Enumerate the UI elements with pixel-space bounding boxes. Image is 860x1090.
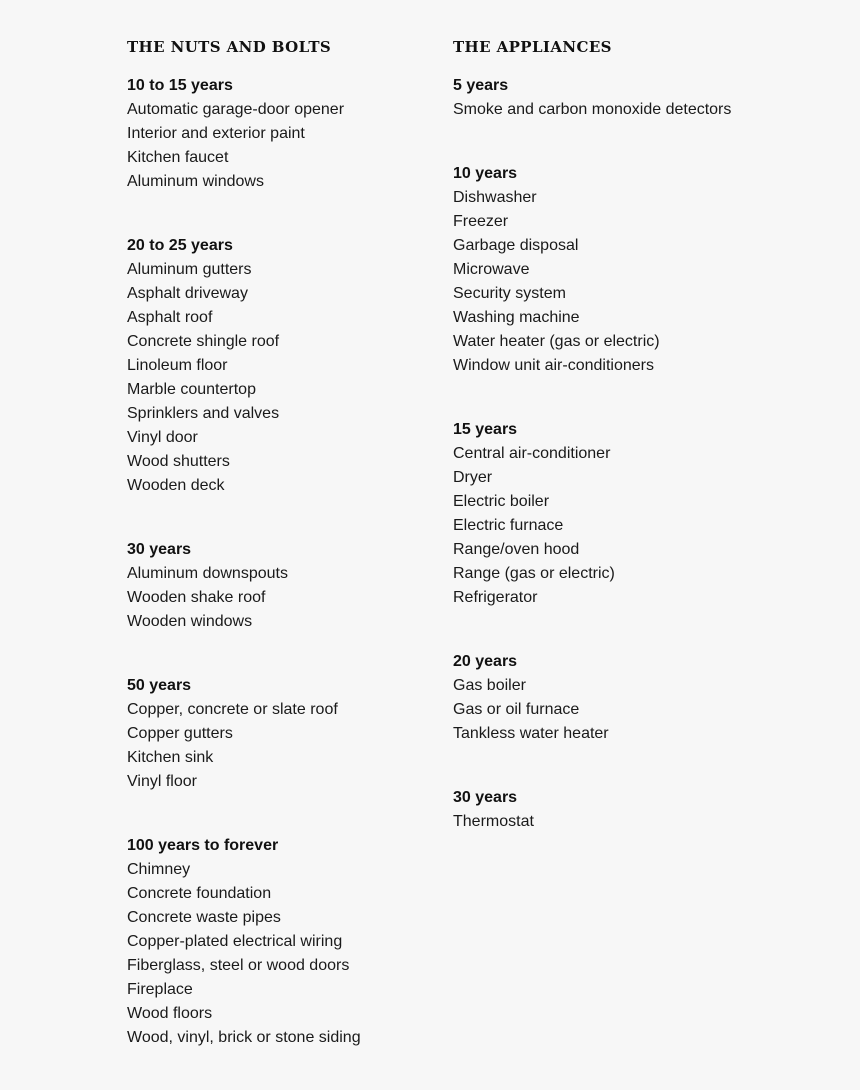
lifespan-item-list bbox=[127, 258, 437, 498]
lifespan-group-title: 15 years bbox=[453, 421, 518, 438]
lifespan-list-item: Fireplace bbox=[127, 981, 193, 998]
lifespan-list-item: Copper, concrete or slate roof bbox=[127, 701, 338, 718]
lifespan-list-item: Automatic garage-door opener bbox=[127, 101, 345, 118]
lifespan-group-50-years bbox=[127, 674, 437, 794]
lifespan-item-list bbox=[453, 674, 833, 746]
lifespan-list-item: Kitchen faucet bbox=[127, 149, 229, 166]
lifespan-group-title: 50 years bbox=[127, 677, 192, 694]
lifespan-item-list bbox=[453, 442, 833, 610]
lifespan-group-10-years bbox=[453, 162, 833, 378]
lifespan-list-item: Copper-plated electrical wiring bbox=[127, 933, 343, 950]
nuts-and-bolts-heading: THE NUTS AND BOLTS bbox=[127, 38, 332, 56]
lifespan-list-item: Water heater (gas or electric) bbox=[453, 333, 660, 350]
lifespan-list-item: Security system bbox=[453, 285, 566, 302]
lifespan-list-item: Garbage disposal bbox=[453, 237, 579, 254]
lifespan-list-item: Central air-conditioner bbox=[453, 445, 611, 462]
lifespan-list-item: Dishwasher bbox=[453, 189, 537, 206]
lifespan-list-item: Concrete waste pipes bbox=[127, 909, 281, 926]
lifespan-list-item: Electric furnace bbox=[453, 517, 564, 534]
lifespan-group-title: 5 years bbox=[453, 77, 509, 94]
lifespan-list-item: Wood floors bbox=[127, 1005, 213, 1022]
lifespan-item-list bbox=[127, 858, 437, 1050]
lifespan-item-list bbox=[453, 98, 833, 122]
lifespan-list-item: Electric boiler bbox=[453, 493, 550, 510]
appliances-heading: THE APPLIANCES bbox=[453, 38, 612, 56]
lifespan-group-title: 10 years bbox=[453, 165, 518, 182]
lifespan-group-5-years bbox=[453, 74, 833, 122]
lifespan-list-item: Window unit air-conditioners bbox=[453, 357, 654, 374]
lifespan-list-item: Marble countertop bbox=[127, 381, 256, 398]
lifespan-list-item: Freezer bbox=[453, 213, 509, 230]
lifespan-list-item: Asphalt roof bbox=[127, 309, 213, 326]
lifespan-list-item: Washing machine bbox=[453, 309, 580, 326]
nuts-and-bolts-column bbox=[127, 36, 437, 1090]
lifespan-list-item: Aluminum gutters bbox=[127, 261, 252, 278]
lifespan-group-30-years bbox=[127, 538, 437, 634]
lifespan-group-100-years-to-forever bbox=[127, 834, 437, 1050]
lifespan-list-item: Gas or oil furnace bbox=[453, 701, 580, 718]
lifespan-list-item: Range/oven hood bbox=[453, 541, 580, 558]
lifespan-group-title: 10 to 15 years bbox=[127, 77, 233, 94]
lifespan-list-item: Dryer bbox=[453, 469, 493, 486]
lifespan-group-title: 30 years bbox=[127, 541, 192, 558]
lifespan-list-item: Tankless water heater bbox=[453, 725, 609, 742]
lifespan-list-item: Wooden shake roof bbox=[127, 589, 266, 606]
lifespan-list-item: Vinyl door bbox=[127, 429, 198, 446]
lifespan-group-title: 20 years bbox=[453, 653, 518, 670]
lifespan-list-item: Concrete foundation bbox=[127, 885, 272, 902]
lifespan-group-20-to-25-years bbox=[127, 234, 437, 498]
lifespan-list-item: Chimney bbox=[127, 861, 191, 878]
lifespan-group-30-years bbox=[453, 786, 833, 834]
lifespan-group-10-to-15-years bbox=[127, 74, 437, 194]
lifespan-list-item: Wooden deck bbox=[127, 477, 225, 494]
lifespan-group-20-years bbox=[453, 650, 833, 746]
lifespan-list-item: Wooden windows bbox=[127, 613, 253, 630]
lifespan-list-item: Fiberglass, steel or wood doors bbox=[127, 957, 350, 974]
lifespan-list-item: Linoleum floor bbox=[127, 357, 228, 374]
lifespan-list-item: Range (gas or electric) bbox=[453, 565, 615, 582]
lifespan-item-list bbox=[127, 98, 437, 194]
lifespan-item-list bbox=[127, 698, 437, 794]
lifespan-group-title: 30 years bbox=[453, 789, 518, 806]
lifespan-item-list bbox=[127, 562, 437, 634]
lifespan-list-item: Refrigerator bbox=[453, 589, 538, 606]
lifespan-list-item: Interior and exterior paint bbox=[127, 125, 305, 142]
lifespan-group-title: 20 to 25 years bbox=[127, 237, 233, 254]
lifespan-list-item: Wood shutters bbox=[127, 453, 230, 470]
lifespan-item-list bbox=[453, 186, 833, 378]
lifespan-list-item: Concrete shingle roof bbox=[127, 333, 280, 350]
lifespan-list-item: Vinyl floor bbox=[127, 773, 197, 790]
lifespan-list-item: Gas boiler bbox=[453, 677, 526, 694]
lifespan-list-item: Copper gutters bbox=[127, 725, 233, 742]
lifespan-list-item: Sprinklers and valves bbox=[127, 405, 280, 422]
lifespan-list-item: Aluminum windows bbox=[127, 173, 264, 190]
lifespan-list-item: Microwave bbox=[453, 261, 530, 278]
appliances-column bbox=[453, 36, 833, 874]
lifespan-item-list bbox=[453, 810, 833, 834]
lifespan-list-item: Wood, vinyl, brick or stone siding bbox=[127, 1029, 361, 1046]
lifespan-list-item: Kitchen sink bbox=[127, 749, 214, 766]
lifespan-list-item: Thermostat bbox=[453, 813, 534, 830]
lifespan-list-item: Smoke and carbon monoxide detectors bbox=[453, 101, 732, 118]
lifespan-list-item: Aluminum downspouts bbox=[127, 565, 288, 582]
lifespan-group-15-years bbox=[453, 418, 833, 610]
lifespan-group-title: 100 years to forever bbox=[127, 837, 279, 854]
lifespan-list-item: Asphalt driveway bbox=[127, 285, 248, 302]
